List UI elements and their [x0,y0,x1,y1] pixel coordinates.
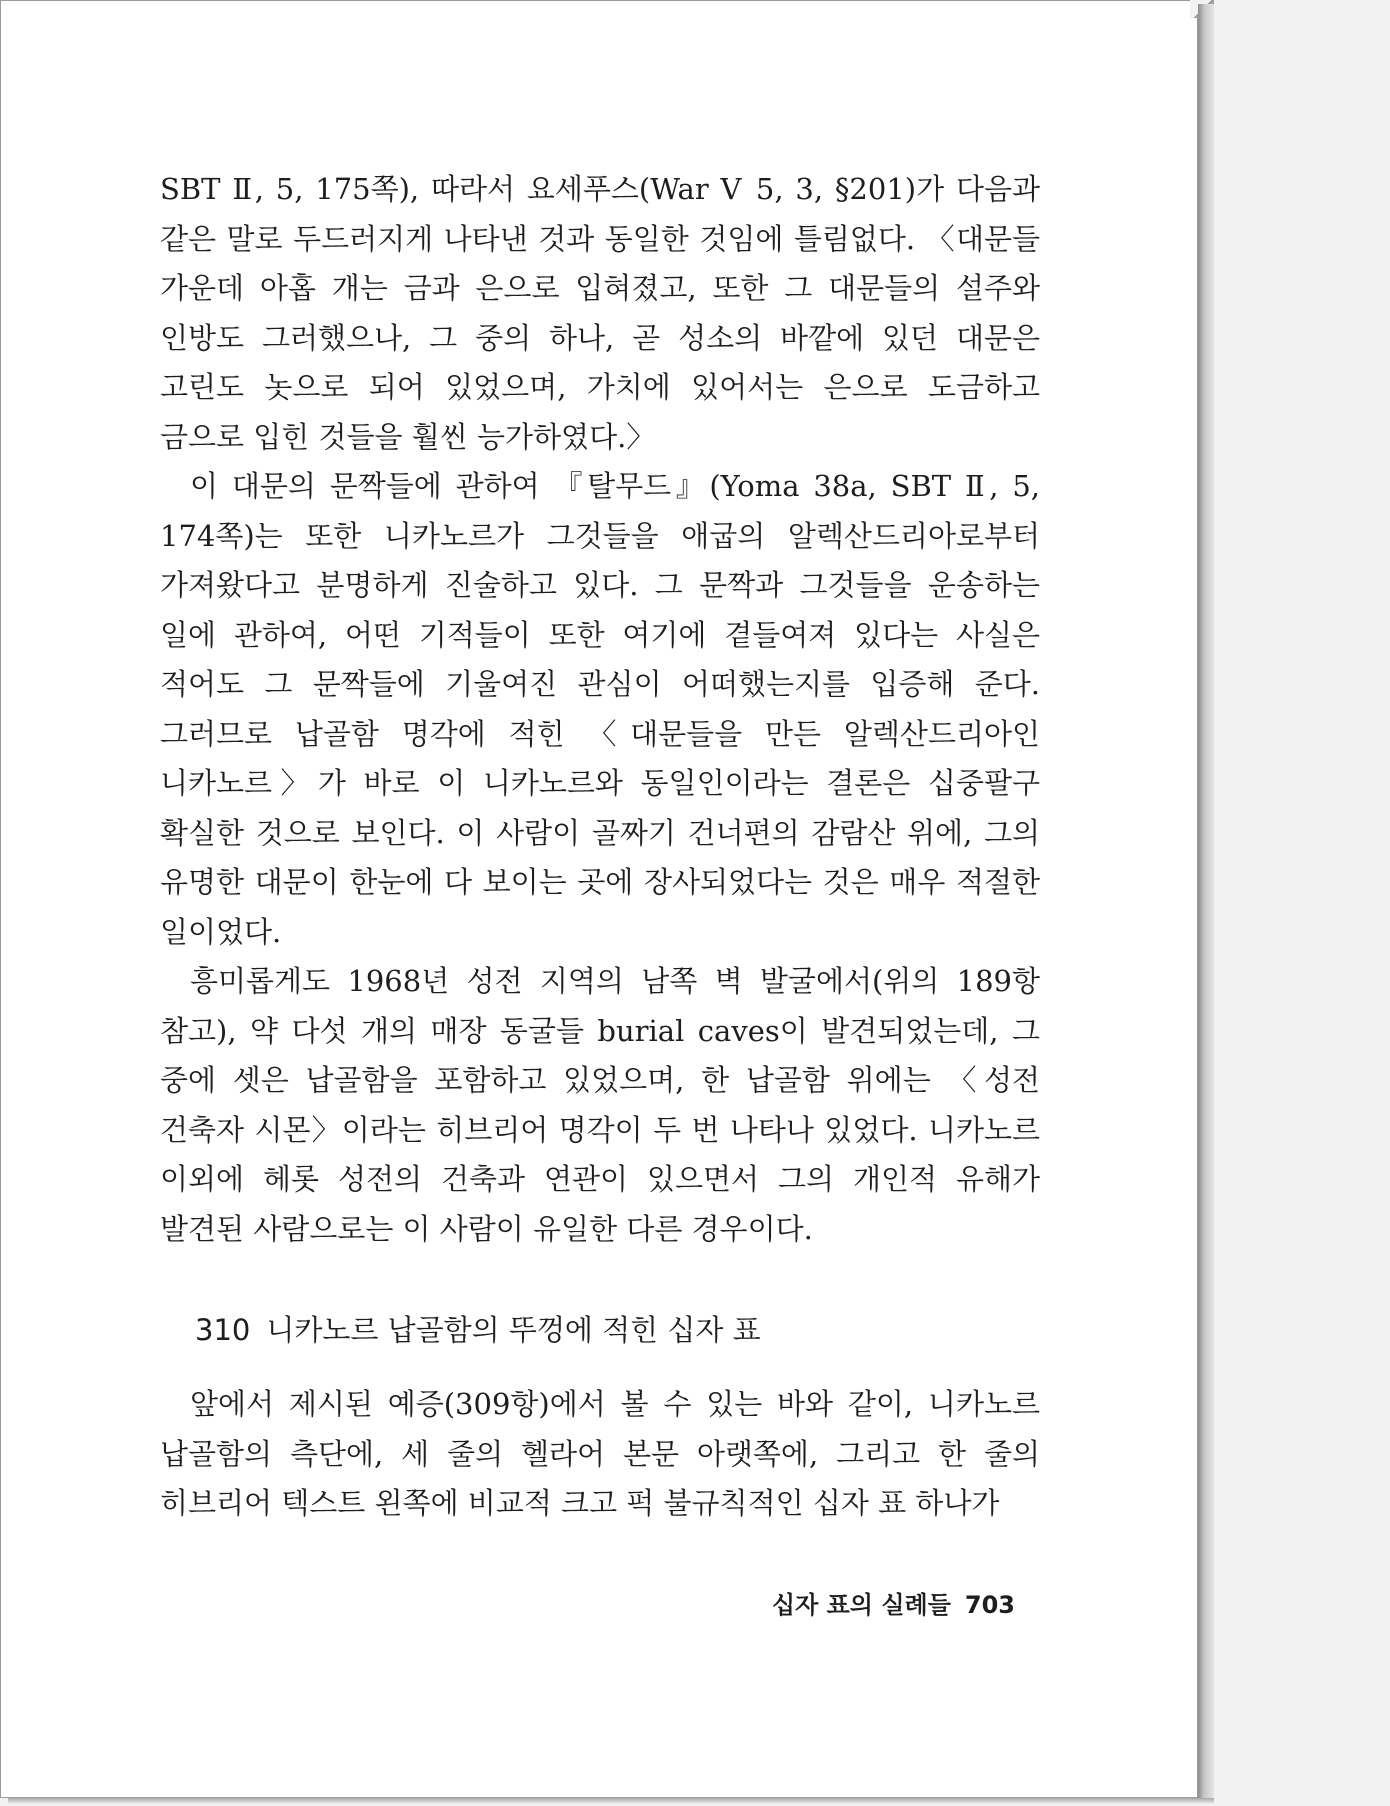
page-bottom-shadow [8,1798,1214,1804]
paragraph-nicanor-doors: 이 대문의 문짝들에 관하여 『탈무드』(Yoma 38a, SBT Ⅱ, 5, 174쪽)는 또한 니카노르가 그것들을 애굽의 알렉산드리아로부터 가져왔다고 분명하게 진술하고 있다. 그 문짝과 그것들을 운송하는 일에 관하여, 어떤 기적들이 또한 여기에 곁들여져 있다는 사실은 적어도 그 문짝들에 기울여진 관심이 어떠했는지를 입증해 준다. 그러므로 납골함 명각에 적힌 〈대문들을 만든 알렉산드리아인 니카노르〉가 바로 이 니카노르와 동일인이라는 결론은 십중팔구 확실한 것으로 보인다. 이 사람이 골짜기 건너편의 감람산 위에, 그의 유명한 대문이 한눈에 다 보이는 곳에 장사되었다는 것은 매우 적절한 일이었다. [160,469,1040,949]
section-heading [195,1310,1055,1350]
page-footer [700,1585,1015,1620]
page-edge-shadow [1198,4,1214,1802]
section-title: 니카노르 납골함의 뚜껑에 적힌 십자 표 [266,1313,761,1347]
paragraph-ossuary-cross: 앞에서 제시된 예증(309항)에서 볼 수 있는 바와 같이, 니카노르 납골함의 측단에, 세 줄의 헬라어 본문 아랫쪽에, 그리고 한 줄의 히브리어 텍스트 왼쪽에 비교적 크고 퍽 불규칙적인 십자 표 하나가 [160,1387,1040,1520]
main-text-upper [160,165,1040,1254]
section-number: 310 [195,1313,251,1347]
running-title: 십자 표의 실례들 [771,1591,951,1619]
page-number: 703 [964,1591,1015,1619]
paragraph-excavation-1968: 흥미롭게도 1968년 성전 지역의 남쪽 벽 발굴에서(위의 189항 참고), 약 다섯 개의 매장 동굴들 burial caves이 발견되었는데, 그 중에 셋은 납골함을 포함하고 있었으며, 한 납골함 위에는 〈성전 건축자 시몬〉이라는 히브리어 명각이 두 번 나타나 있었다. 니카노르 이외에 헤롯 성전의 건축과 연관이 있으면서 그의 개인적 유해가 발견된 사람으로는 이 사람이 유일한 다른 경우이다. [160,964,1040,1246]
paragraph-continued: SBT Ⅱ, 5, 175쪽), 따라서 요세푸스(War Ⅴ 5, 3, §201)가 다음과 같은 말로 두드러지게 나타낸 것과 동일한 것임에 틀림없다. 〈대문들 가운데 아홉 개는 금과 은으로 입혀졌고, 또한 그 대문들의 설주와 인방도 그러했으나, 그 중의 하나, 곧 성소의 바깥에 있던 대문은 고린도 놋으로 되어 있었으며, 가치에 있어서는 은으로 도금하고 금으로 입힌 것들을 훨씬 능가하였다.〉 [160,172,1040,454]
main-text-lower [160,1380,1040,1529]
